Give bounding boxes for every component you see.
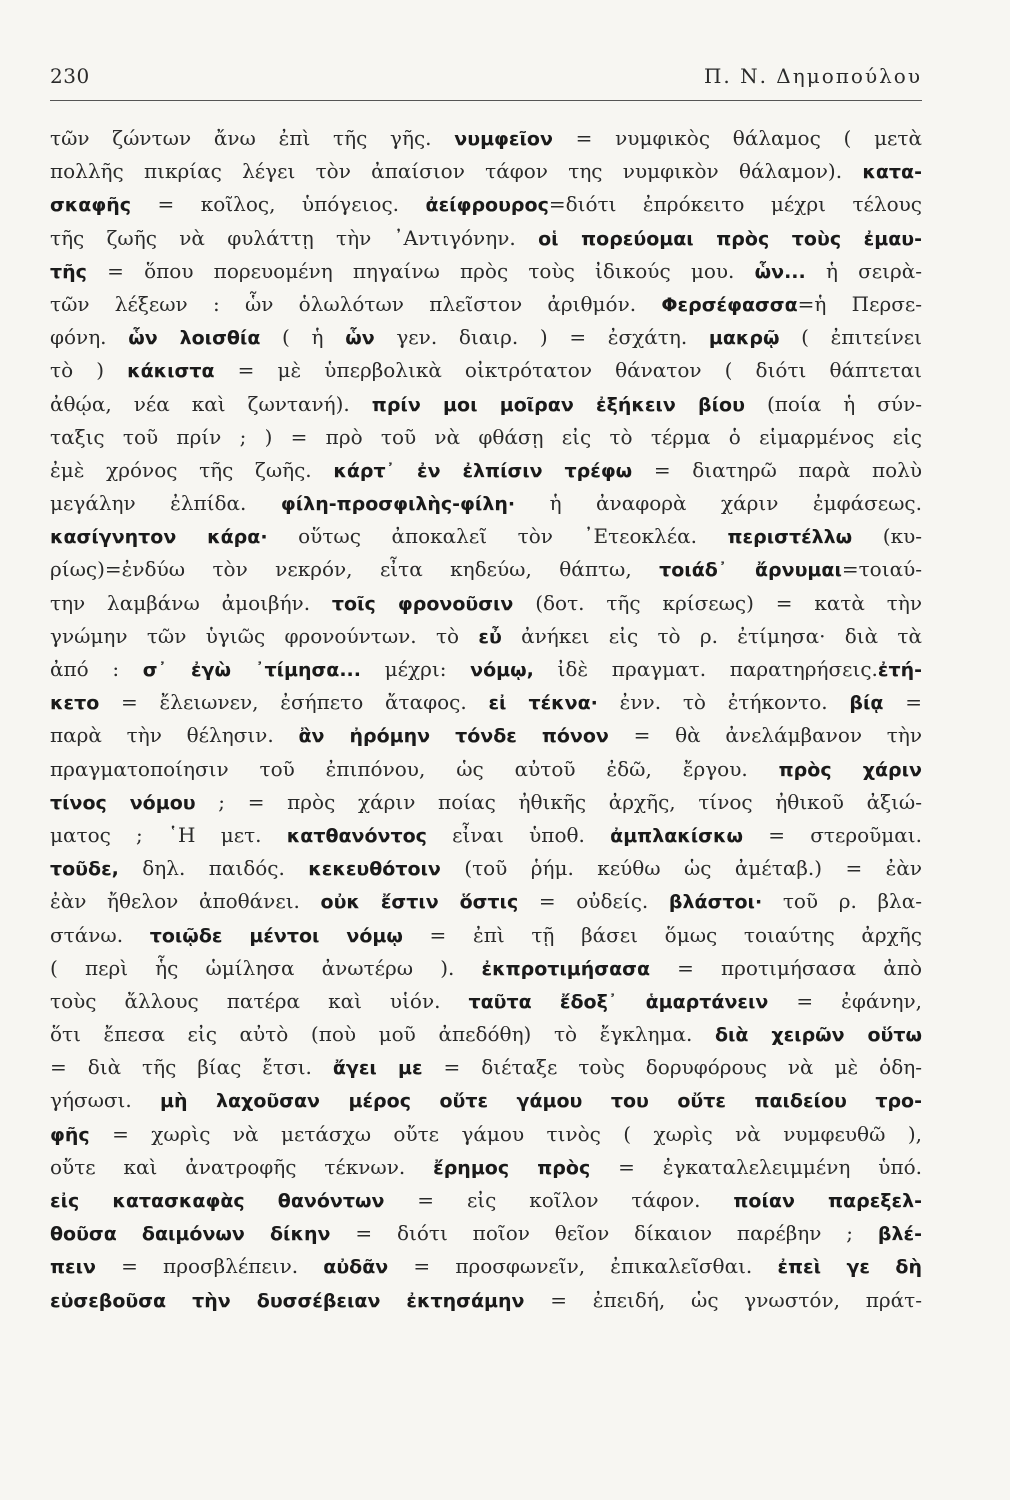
lemma-term: Φερσέφασσα: [661, 293, 798, 316]
lemma-term: κάρτ᾽ ἐν ἐλπίσιν τρέφω: [333, 459, 633, 482]
text-line: [50, 388, 922, 421]
lemma-term: ὧν...: [754, 260, 806, 283]
lemma-term: μὴ λαχοῦσαν μέρος οὔτε γάμου του οὔτε παιδείου τρο-: [159, 1090, 922, 1113]
lemma-term: ἐπεὶ γε δὴ: [777, 1256, 922, 1279]
text-line: [50, 885, 922, 918]
text-line: [50, 719, 922, 752]
lemma-term: βλάστοι·: [668, 891, 763, 914]
text-line: [50, 321, 922, 354]
page-number: 230: [50, 64, 90, 88]
gloss-text: = προσβλέπειν.: [95, 1254, 324, 1279]
lemma-term: τοιῷδε μέντοι νόμῳ: [149, 924, 403, 947]
running-author: Π. Ν. Δημοπούλου: [703, 64, 922, 88]
lemma-term: βλέ-: [877, 1223, 922, 1246]
gloss-text: ἰδὲ πραγματ. παρατηρήσεις.: [533, 657, 878, 681]
lemma-term: ἀείφρουρος: [425, 194, 549, 217]
gloss-text: τῶν λέξεων : ὧν ὁλωλότων πλεῖστον ἀριθμόν.: [50, 291, 662, 316]
gloss-text: ὅτι ἔπεσα εἰς αὐτὸ (ποὺ μοῦ ἀπεδόθη) τὸ ἔγκλημα.: [50, 1022, 715, 1047]
lemma-term: πρὸς χάριν: [778, 758, 922, 781]
text-line: [50, 1284, 922, 1317]
text-line: [50, 1051, 922, 1084]
text-line: [50, 1018, 922, 1051]
gloss-text: μέχρι:: [360, 657, 471, 681]
gloss-text: = ἐπὶ τῇ βάσει ὅμως τοιαύτης ἀρχῆς: [402, 922, 922, 947]
gloss-text: τοῦ ρ. βλα-: [762, 889, 922, 914]
lemma-term: νόμῳ,: [470, 659, 534, 681]
lemma-term: πειν: [50, 1256, 96, 1279]
lemma-term: οὐκ ἔστιν ὅστις: [320, 891, 519, 914]
lemma-term: ἀμπλακίσκω: [610, 824, 743, 847]
text-line: [50, 188, 922, 221]
text-line: [50, 686, 922, 719]
text-line: [50, 454, 922, 487]
gloss-text: παρὰ τὴν θέλησιν.: [50, 723, 299, 748]
lemma-term: τῆς: [50, 260, 87, 283]
lemma-term: εὐσεβοῦσα τὴν δυσσέβειαν ἐκτησάμην: [50, 1289, 525, 1312]
gloss-text: = ὅπου πορευομένη πηγαίνω πρὸς τοὺς ἰδικούς μου.: [86, 258, 755, 283]
lemma-term: φίλη-προσφιλὴς-φίλη·: [280, 493, 516, 516]
gloss-text: = ἐπειδή, ὡς γνωστόν, πράτ-: [524, 1287, 922, 1312]
lemma-term: ποίαν παρεξελ-: [733, 1190, 922, 1212]
lemma-term: κατα-: [862, 161, 922, 184]
gloss-text: τῆς ζωῆς νὰ φυλάττῃ τὴν ᾽Αντιγόνην.: [50, 225, 539, 250]
text-line: [50, 255, 922, 288]
gloss-text: γήσωσι.: [50, 1088, 160, 1113]
lemma-term: αὐδᾶν: [323, 1256, 389, 1279]
lemma-term: ὧν λοισθία: [128, 327, 261, 350]
text-line: [50, 1118, 922, 1151]
lemma-term: οἱ πορεύομαι πρὸς τοὺς ἐμαυ-: [538, 227, 922, 250]
text-line: [50, 1250, 922, 1283]
gloss-text: = μὲ ὑπερβολικὰ οἰκτρότατον θάνατον ( διότι θάπτεται: [214, 358, 922, 383]
lemma-term: ἔρημος πρὸς: [433, 1156, 591, 1179]
gloss-text: = διέταξε τοὺς δορυφόρους νὰ μὲ ὁδη-: [422, 1055, 922, 1080]
text-line: [50, 421, 922, 454]
lemma-term: περιστέλλω: [727, 526, 853, 549]
lemma-term: ταῦτα ἔδοξ᾽ ἁμαρτάνειν: [468, 990, 769, 1013]
gloss-text: ἐνν. τὸ ἐτήκοντο.: [597, 690, 850, 715]
gloss-text: =διότι ἐπρόκειτο μέχρι τέλους: [548, 192, 922, 217]
gloss-text: = προσφωνεῖν, ἐπικαλεῖσθαι.: [388, 1254, 778, 1279]
lemma-term: κασίγνητον κάρα·: [50, 526, 268, 549]
text-line: [50, 354, 922, 387]
gloss-text: ἡ σειρὰ-: [805, 258, 923, 283]
gloss-text: = διατηρῶ παρὰ πολὺ: [632, 457, 922, 482]
lemma-term: μακρῷ: [708, 327, 780, 350]
gloss-text: ἀθῴα, νέα καὶ ζωντανή).: [50, 391, 372, 416]
lemma-term: τοῖς φρονοῦσιν: [331, 592, 514, 615]
gloss-text: ( ἐπιτείνει: [779, 325, 923, 350]
gloss-text: οὕτως ἀποκαλεῖ τὸν ᾽Ετεοκλέα.: [267, 524, 728, 549]
lemma-term: πρίν μοι μοῖραν ἐξήκειν βίου: [371, 393, 745, 416]
text-line: [50, 819, 922, 852]
gloss-text: = προτιμήσασα ἀπὸ: [650, 955, 923, 980]
gloss-text: =τοιαύ-: [841, 557, 922, 582]
gloss-text: = στεροῦμαι.: [743, 822, 922, 847]
gloss-text: την λαμβάνω ἀμοιβήν.: [50, 590, 332, 615]
lemma-term: διὰ χειρῶν οὕτω: [714, 1024, 922, 1047]
gloss-text: =: [883, 690, 922, 715]
gloss-text: (κυ-: [852, 524, 923, 549]
gloss-text: γεν. διαιρ. ) = ἐσχάτη.: [374, 325, 709, 350]
gloss-text: = χωρὶς νὰ μετάσχω οὔτε γάμου τινὸς ( χωρὶς νὰ νυμφευθῶ ),: [89, 1121, 922, 1146]
gloss-text: = ἐγκαταλελειμμένη ὑπό.: [590, 1154, 922, 1179]
gloss-text: = θὰ ἀνελάμβανον τὴν: [608, 723, 922, 748]
lemma-term: τοῦδε,: [50, 858, 119, 881]
lemma-term: τίνος νόμου: [50, 791, 196, 814]
gloss-text: στάνω.: [50, 922, 150, 947]
lemma-term: σ᾽ ἐγὼ ᾽τίμησα...: [142, 659, 361, 681]
text-line: [50, 1084, 922, 1117]
gloss-text: ( ἡ: [260, 325, 346, 350]
text-line: [50, 1151, 922, 1184]
text-line: [50, 653, 922, 686]
gloss-text: πολλῆς πικρίας λέγει τὸν ἀπαίσιον τάφον της νυμφικὸν θάλαμον).: [50, 159, 863, 184]
lemma-term: ἐκπροτιμήσασα: [481, 957, 650, 980]
lemma-term: θοῦσα δαιμόνων δίκην: [50, 1223, 331, 1246]
gloss-text: ματος ; ῾Η μετ.: [50, 822, 287, 847]
gloss-text: μεγάλην ἐλπίδα.: [50, 491, 281, 516]
lemma-term: φῆς: [50, 1123, 90, 1146]
gloss-text: τὸ ): [50, 358, 128, 383]
text-line: [50, 1217, 922, 1250]
lemma-term: κεκευθότοιν: [308, 858, 441, 881]
gloss-text: ἐὰν ἤθελον ἀποθάνει.: [50, 889, 321, 914]
gloss-text: = ἔλειωνεν, ἐσήπετο ἄταφος.: [99, 690, 489, 715]
text-line: [50, 753, 922, 786]
gloss-text: (ποία ἡ σύν-: [744, 391, 922, 416]
text-line: [50, 155, 922, 188]
text-line: [50, 985, 922, 1018]
lemma-term: κετο: [50, 692, 100, 715]
book-page: [50, 60, 922, 1490]
lemma-term: ἄγει με: [332, 1057, 423, 1080]
gloss-text: = νυμφικὸς θάλαμος ( μετὰ: [552, 126, 922, 150]
gloss-text: = διὰ τῆς βίας ἔτσι.: [50, 1055, 333, 1080]
lemma-term: ἐτή-: [877, 659, 922, 681]
gloss-text: τοὺς ἄλλους πατέρα καὶ υἱόν.: [50, 988, 469, 1013]
gloss-text: (δοτ. τῆς κρίσεως) = κατὰ τὴν: [513, 590, 922, 615]
lemma-term: κατθανόντος: [286, 824, 427, 847]
gloss-text: ρίως)=ἐνδύω τὸν νεκρόν, εἶτα κηδεύω, θάπτω,: [50, 557, 660, 582]
text-line: [50, 288, 922, 321]
text-line: [50, 553, 922, 586]
lemma-term: βίᾳ: [849, 692, 884, 715]
text-line: [50, 952, 922, 985]
gloss-text: =ἡ Περσε-: [797, 291, 922, 316]
text-line: [50, 1184, 922, 1217]
gloss-text: ἀνήκει εἰς τὸ ρ. ἐτίμησα· διὰ τὰ: [501, 623, 922, 648]
commentary-text: [50, 122, 922, 1317]
lemma-term: σκαφῆς: [50, 194, 132, 217]
gloss-text: = εἰς κοῖλον τάφον.: [384, 1188, 734, 1212]
gloss-text: (τοῦ ῥήμ. κεύθω ὡς ἀμέταβ.) = ἐὰν: [440, 856, 923, 881]
text-line: [50, 786, 922, 819]
text-line: [50, 520, 922, 553]
lemma-term: ἂν ἠρόμην τόνδε πόνον: [298, 725, 609, 748]
gloss-text: πραγματοποίησιν τοῦ ἐπιπόνου, ὡς αὐτοῦ ἐδῶ, ἔργου.: [50, 756, 779, 781]
gloss-text: = κοῖλος, ὑπόγειος.: [131, 192, 426, 217]
gloss-text: = οὐδείς.: [518, 889, 669, 914]
lemma-term: εὖ: [478, 625, 502, 648]
gloss-text: γνώμην τῶν ὑγιῶς φρονούντων. τὸ: [50, 623, 479, 648]
gloss-text: τῶν ζώντων ἄνω ἐπὶ τῆς γῆς.: [50, 126, 455, 150]
gloss-text: ταξις τοῦ πρίν ; ) = πρὸ τοῦ νὰ φθάσῃ εἰς τὸ τέρμα ὁ εἱμαρμένος εἰς: [50, 424, 922, 449]
lemma-term: ὧν: [345, 327, 375, 350]
text-line: [50, 222, 922, 255]
text-line: [50, 852, 922, 885]
lemma-term: εἰ τέκνα·: [488, 692, 598, 715]
gloss-text: οὔτε καὶ ἀνατροφῆς τέκνων.: [50, 1154, 434, 1179]
gloss-text: δηλ. παιδός.: [118, 856, 309, 881]
text-line: [50, 919, 922, 952]
text-line: [50, 587, 922, 620]
lemma-term: κάκιστα: [127, 360, 215, 383]
lemma-term: τοιάδ᾽ ἄρνυμαι: [659, 559, 842, 582]
text-line: [50, 620, 922, 653]
gloss-text: = διότι ποῖον θεῖον δίκαιον παρέβην ;: [330, 1221, 878, 1246]
text-line: [50, 487, 922, 520]
gloss-text: φόνη.: [50, 325, 129, 350]
gloss-text: ( περὶ ἧς ὡμίλησα ἀνωτέρω ).: [50, 955, 482, 980]
gloss-text: ἐμὲ χρόνος τῆς ζωῆς.: [50, 457, 334, 482]
gloss-text: εἶναι ὑποθ.: [426, 822, 611, 847]
lemma-term: νυμφεῖον: [454, 128, 553, 150]
gloss-text: ; = πρὸς χάριν ποίας ἠθικῆς ἀρχῆς, τίνος ἠθικοῦ ἀξιώ-: [195, 789, 922, 814]
gloss-text: ἡ ἀναφορὰ χάριν ἐμφάσεως.: [515, 491, 922, 516]
gloss-text: = ἐφάνην,: [768, 988, 923, 1013]
gloss-text: ἀπό :: [50, 657, 143, 681]
lemma-term: εἰς κατασκαφὰς θανόντων: [50, 1190, 385, 1212]
text-line: [50, 122, 922, 155]
running-header: [50, 60, 922, 101]
